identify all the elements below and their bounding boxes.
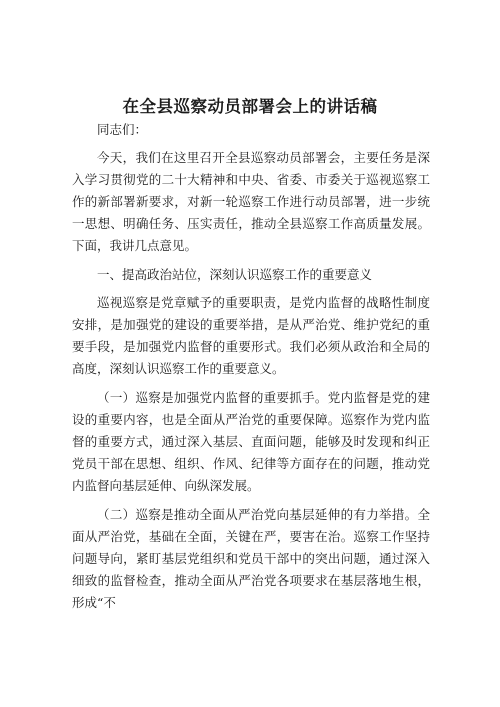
paragraph-significance: 巡视巡察是党章赋予的重要职责，是党内监督的战略性制度安排，是加强党的建设的重要举措，是从严治党、维护党纪的重要手段，是加强党内监督的重要形式。我们必须从政治和全局的高度，深刻认识巡察工作的重要意义。 [72, 295, 430, 376]
paragraph-point-1: （一）巡察是加强党内监督的重要抓手。党内监督是党的建设的重要内容，也是全面从严治党的重要保障。巡察作为党内监督的重要方式，通过深入基层、直面问题，能够及时发现和纠正党员干部在思想、组织、作风、纪律等方面存在的问题，推动党内监督向基层延伸、向纵深发展。 [72, 390, 430, 493]
document-body [72, 119, 430, 614]
salutation: 同志们： [97, 122, 148, 137]
paragraph-intro: 今天，我们在这里召开全县巡察动员部署会，主要任务是深入学习贯彻党的二十大精神和中央、省委、市委关于巡视巡察工作的新部署新要求，对新一轮巡察工作进行动员部署，进一步统一思想、明确任务、压实责任，推动全县巡察工作高质量发展。下面，我讲几点意见。 [72, 150, 430, 253]
paragraph-point-2: （二）巡察是推动全面从严治党向基层延伸的有力举措。全面从严治党，基础在全面，关键在严，要害在治。巡察工作坚持问题导向，紧盯基层党组织和党员干部中的突出问题，通过深入细致的监督检查，推动全面从严治党各项要求在基层落地生根，形成“不 [72, 507, 430, 610]
section-heading-1: 一、提高政治站位，深刻认识巡察工作的重要意义 [97, 267, 373, 282]
document-title: 在全县巡察动员部署会上的讲话稿 [122, 97, 378, 116]
